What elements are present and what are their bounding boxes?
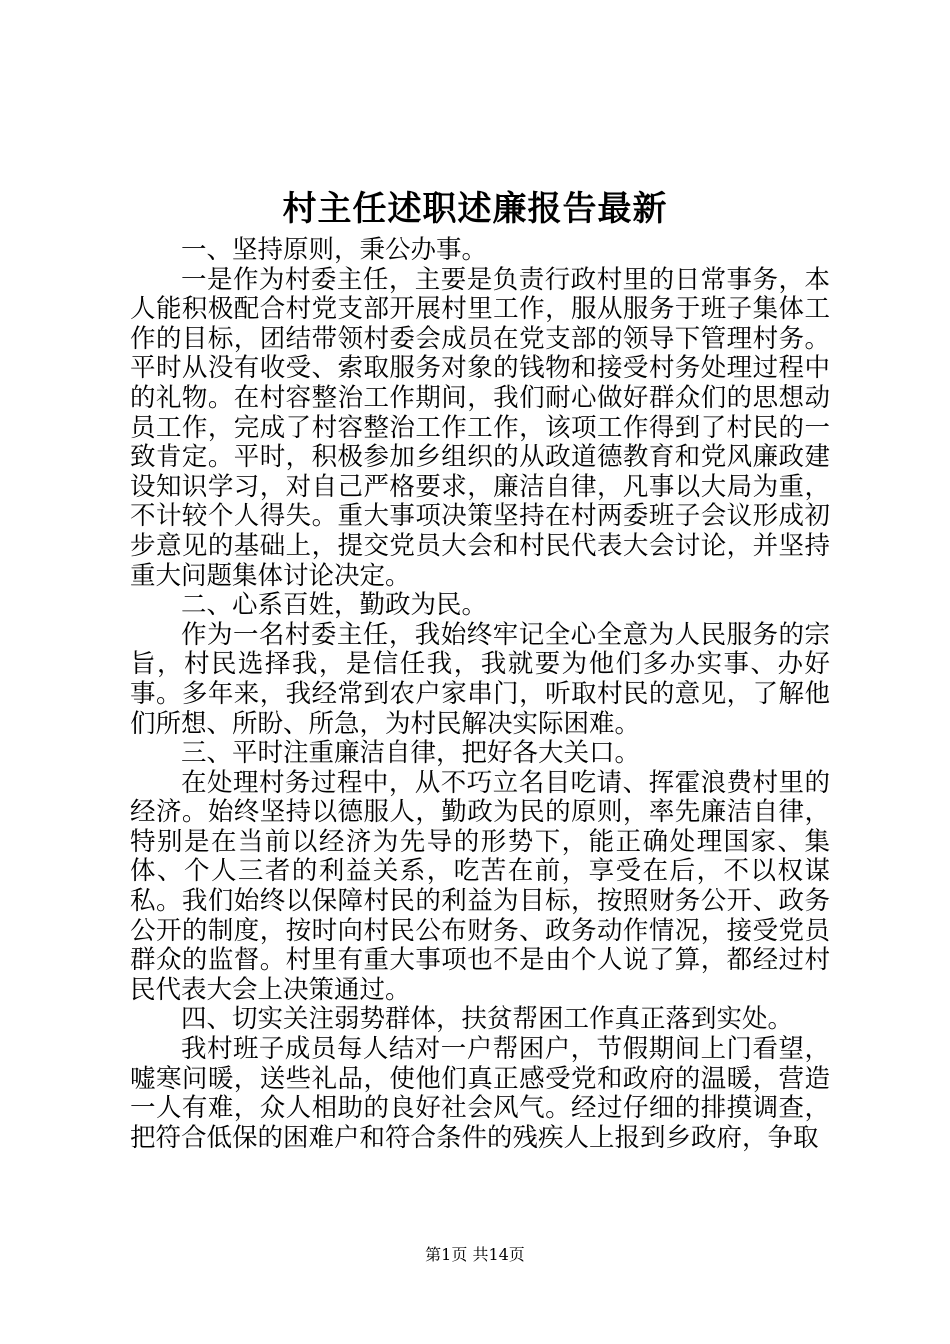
paragraph: 我村班子成员每人结对一户帮困户，节假期间上门看望，嘘寒问暖，送些礼品，使他们真正感受党和政府的温暖，营造一人有难，众人相助的良好社会风气。经过仔细的排摸调查，把符合低保的困难户和符合条件的残疾人上报到乡政府，争取 [130, 1034, 830, 1153]
document-body [130, 236, 830, 1153]
page-footer: 第1页 共14页 [425, 1245, 525, 1264]
paragraph: 四、切实关注弱势群体，扶贫帮困工作真正落到实处。 [181, 1004, 794, 1035]
paragraph: 一是作为村委主任，主要是负责行政村里的日常事务，本人能积极配合村党支部开展村里工作，服从服务于班子集体工作的目标，团结带领村委会成员在党支部的领导下管理村务。平时从没有收受、索取服务对象的钱物和接受村务处理过程中的礼物。在村容整治工作期间，我们耐心做好群众们的思想动员工作，完成了村容整治工作工作，该项工作得到了村民的一致肯定。平时，积极参加乡组织的从政道德教育和党风廉政建设知识学习，对自己严格要求，廉洁自律，凡事以大局为重，不计较个人得失。重大事项决策坚持在村两委班子会议形成初步意见的基础上，提交党员大会和村民代表大会讨论，并坚持重大问题集体讨论决定。 [130, 264, 830, 591]
paragraph: 二、心系百姓，勤政为民。 [181, 590, 488, 621]
paragraph: 三、平时注重廉洁自律，把好各大关口。 [181, 738, 641, 769]
document-title: 村主任述职述廉报告最新 [282, 189, 668, 229]
paragraph: 在处理村务过程中，从不巧立名目吃请、挥霍浪费村里的经济。始终坚持以德服人，勤政为民的原则，率先廉洁自律，特别是在当前以经济为先导的形势下，能正确处理国家、集体、个人三者的利益关系，吃苦在前，享受在后，不以权谋私。我们始终以保障村民的利益为目标，按照财务公开、政务公开的制度，按时向村民公布财务、政务动作情况，接受党员群众的监督。村里有重大事项也不是由个人说了算，都经过村民代表大会上决策通过。 [130, 767, 830, 1005]
paragraph: 作为一名村委主任，我始终牢记全心全意为人民服务的宗旨，村民选择我，是信任我，我就要为他们多办实事、办好事。多年来，我经常到农户家串门，听取村民的意见，了解他们所想、所盼、所急，为村民解决实际困难。 [130, 619, 830, 739]
paragraph: 一、坚持原则，秉公办事。 [181, 235, 488, 265]
